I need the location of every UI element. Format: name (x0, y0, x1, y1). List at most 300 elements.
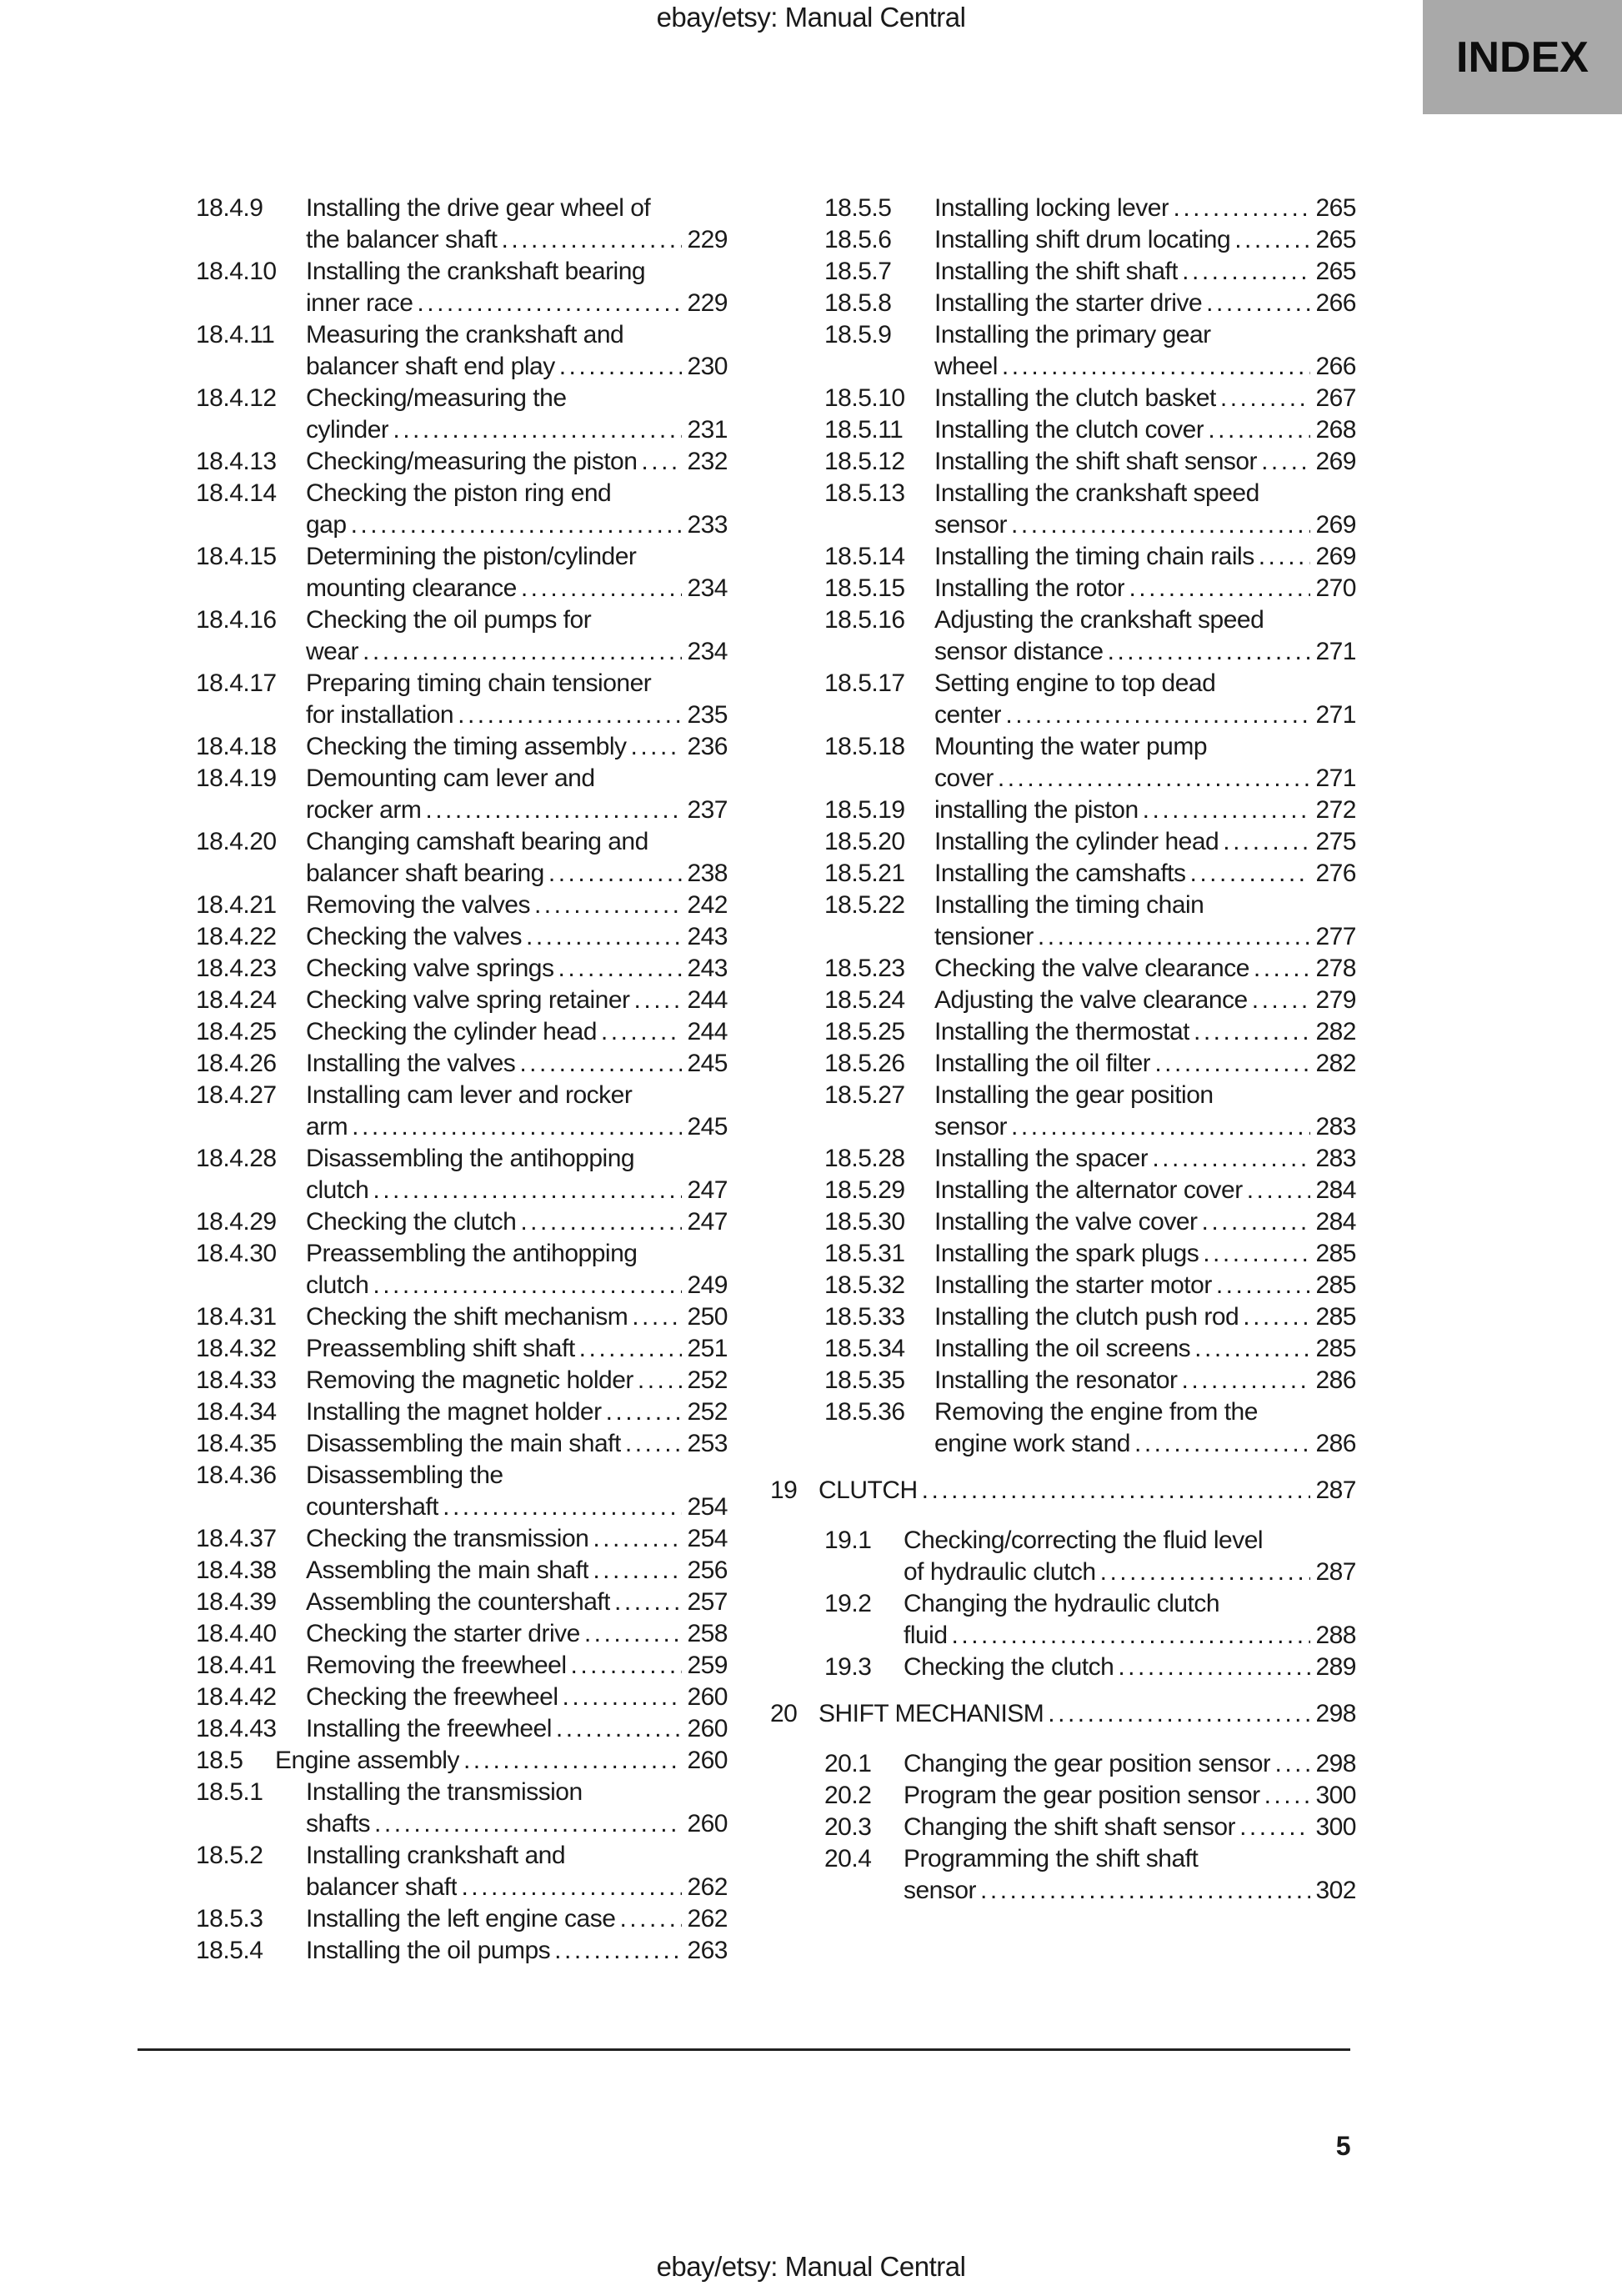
toc-entry-page: 256 (687, 1557, 728, 1584)
toc-entry-page: 250 (687, 1303, 728, 1331)
toc-entry (770, 1588, 1356, 1652)
toc-entry-page: 288 (1315, 1622, 1356, 1649)
toc-entry-number: 18.4.30 (196, 1240, 277, 1267)
toc-entry (142, 1650, 728, 1682)
toc-entry-lastline (904, 1557, 1356, 1588)
toc-entry (142, 1080, 728, 1143)
toc-entry-number: 20 (770, 1700, 798, 1727)
toc-entry-number: 18.5.36 (824, 1398, 905, 1426)
toc-entry-title: Changing the shift shaft sensor (904, 1813, 1236, 1841)
toc-entry-page: 247 (687, 1208, 728, 1236)
toc-entry-number: 18.5.34 (824, 1335, 905, 1362)
toc-entry-title: cylinder (306, 416, 389, 444)
toc-entry-number: 18.4.41 (196, 1652, 277, 1679)
toc-entry-number: 18.4.25 (196, 1018, 277, 1045)
toc-entry-number: 18.4.12 (196, 384, 277, 412)
toc-entry (142, 446, 728, 478)
toc-entry-number: 18.5.8 (824, 289, 892, 317)
toc-entry-page: 282 (1315, 1018, 1356, 1045)
toc-entry (770, 1301, 1356, 1333)
toc-entry-lastline (306, 1365, 728, 1396)
toc-entry (142, 1903, 728, 1935)
toc-entry-lastline (934, 224, 1356, 256)
toc-entry-number: 18.5 (196, 1747, 243, 1774)
toc-entry-body (306, 1903, 728, 1935)
toc-entry (142, 1396, 728, 1428)
toc-entry-number: 20.2 (824, 1782, 872, 1809)
toc-entry (142, 1333, 728, 1365)
toc-entry (770, 573, 1356, 604)
toc-entry-body (934, 446, 1356, 478)
toc-entry-lastline (306, 1523, 728, 1555)
toc-entry-title: Installing the spark plugs (934, 1240, 1199, 1267)
toc-entry-lastline (934, 509, 1356, 541)
toc-entry-body (306, 985, 728, 1016)
toc-entry-lastline (934, 193, 1356, 224)
toc-entry-page: 243 (687, 923, 728, 950)
toc-entry-number: 18.5.27 (824, 1081, 905, 1109)
toc-entry-title: Assembling the main shaft (306, 1557, 589, 1584)
toc-entry-body (934, 985, 1356, 1016)
toc-entry (142, 319, 728, 383)
toc-entry-number: 18.4.28 (196, 1145, 277, 1172)
toc-entry-number: 18.5.7 (824, 258, 892, 285)
dot-leader (1203, 1238, 1310, 1270)
toc-entry-title: sensor (934, 1113, 1008, 1140)
toc-entry-number: 18.5.24 (824, 986, 905, 1014)
dot-leader (463, 1745, 682, 1777)
toc-entry-body (934, 1206, 1356, 1238)
toc-entry-body (819, 1475, 1356, 1506)
toc-entry-body (306, 1460, 728, 1523)
toc-entry-page: 268 (1315, 416, 1356, 444)
dot-leader (1252, 985, 1311, 1016)
toc-entry-lastline (934, 921, 1356, 953)
toc-entry-lastline (934, 414, 1356, 446)
toc-entry-body (934, 193, 1356, 224)
toc-entry-number: 18.4.42 (196, 1683, 277, 1711)
dot-leader (1118, 1652, 1310, 1683)
toc-entry-body (934, 573, 1356, 604)
toc-entry-body (934, 953, 1356, 985)
toc-entry-page: 238 (687, 860, 728, 887)
toc-entry-page: 244 (687, 986, 728, 1014)
toc-entry-body (819, 1698, 1356, 1730)
toc-entry-number: 18.4.21 (196, 891, 277, 919)
toc-entry-body (934, 795, 1356, 826)
toc-entry (770, 1475, 1356, 1506)
toc-entry-lastline (904, 1652, 1356, 1683)
toc-entry-page: 247 (687, 1176, 728, 1204)
toc-entry-number: 18.4.33 (196, 1366, 277, 1394)
toc-entry-lastline (934, 699, 1356, 731)
toc-entry-title: mounting clearance (306, 574, 517, 602)
toc-entry-number: 18.5.18 (824, 733, 905, 760)
toc-entry-body (306, 668, 728, 731)
toc-entry-number: 18.5.25 (824, 1018, 905, 1045)
dot-leader (1038, 921, 1311, 953)
dot-leader (593, 1523, 682, 1555)
toc-entry-page: 252 (687, 1366, 728, 1394)
toc-entry (142, 890, 728, 921)
toc-entry-line: Installing the primary gear (934, 321, 1211, 348)
toc-entry-number: 18.5.2 (196, 1842, 263, 1869)
dot-leader (373, 1175, 682, 1206)
toc-entry (770, 541, 1356, 573)
toc-entry-body (306, 1650, 728, 1682)
toc-entry (142, 1745, 728, 1777)
toc-entry-title: fluid (904, 1622, 948, 1649)
toc-entry-number: 18.4.34 (196, 1398, 277, 1426)
toc-entry (770, 731, 1356, 795)
toc-entry-number: 18.5.35 (824, 1366, 905, 1394)
toc-entry-page: 229 (687, 289, 728, 317)
toc-entry (142, 383, 728, 446)
toc-entry-body (306, 731, 728, 763)
toc-entry-title: shafts (306, 1810, 371, 1837)
toc-entry-page: 286 (1315, 1366, 1356, 1394)
toc-entry (142, 541, 728, 604)
page-number: 5 (1335, 2131, 1350, 2161)
toc-entry-line: Demounting cam lever and (306, 764, 595, 792)
dot-leader (373, 1270, 682, 1301)
toc-entry-number: 18.4.11 (196, 321, 275, 348)
toc-entry-page: 229 (687, 226, 728, 253)
toc-entry-number: 18.5.29 (824, 1176, 905, 1204)
toc-entry-title: Installing shift drum locating (934, 226, 1231, 253)
toc-entry-page: 244 (687, 1018, 728, 1045)
toc-entry-title: Adjusting the valve clearance (934, 986, 1248, 1014)
toc-entry-page: 234 (687, 574, 728, 602)
toc-entry-lastline (306, 890, 728, 921)
toc-entry-number: 18.4.39 (196, 1588, 277, 1616)
toc-entry-number: 19.1 (824, 1526, 872, 1554)
toc-entry-page: 234 (687, 638, 728, 665)
toc-entry-title: Installing the resonator (934, 1366, 1178, 1394)
toc-entry-body (306, 1048, 728, 1080)
toc-entry-number: 18.4.17 (196, 669, 277, 697)
toc-entry-page: 285 (1315, 1335, 1356, 1362)
toc-entry-page: 260 (687, 1683, 728, 1711)
toc-entry-line: Installing the crankshaft speed (934, 479, 1259, 507)
toc-entry (142, 985, 728, 1016)
toc-entry-lastline (934, 288, 1356, 319)
dot-leader (952, 1620, 1311, 1652)
toc-entry-line: Checking/correcting the fluid level (904, 1526, 1264, 1554)
toc-entry-number: 18.5.3 (196, 1905, 263, 1933)
toc-entry-title: of hydraulic clutch (904, 1558, 1096, 1586)
toc-entry (770, 414, 1356, 446)
dot-leader (554, 1935, 682, 1967)
toc-entry (770, 1080, 1356, 1143)
toc-entry-line: Programming the shift shaft (904, 1845, 1199, 1872)
toc-entry-page: 300 (1315, 1813, 1356, 1841)
toc-entry-title: balancer shaft (306, 1873, 458, 1901)
toc-entry-title: Checking the timing assembly (306, 733, 627, 760)
toc-entry (770, 1843, 1356, 1907)
toc-entry-page: 259 (687, 1652, 728, 1679)
toc-entry (770, 858, 1356, 890)
toc-entry-body (934, 1301, 1356, 1333)
toc-entry (142, 478, 728, 541)
toc-entry-page: 252 (687, 1398, 728, 1426)
dot-leader (1002, 351, 1311, 383)
toc-entry-lastline (904, 1748, 1356, 1780)
toc-entry-title: countershaft (306, 1493, 439, 1521)
dot-leader (458, 699, 682, 731)
toc-entry-title: for installation (306, 701, 454, 729)
dot-leader (352, 1111, 682, 1143)
toc-entry (770, 1206, 1356, 1238)
toc-entry-lastline (306, 985, 728, 1016)
toc-entry-title: CLUTCH (819, 1476, 918, 1504)
toc-entry-body (904, 1843, 1356, 1907)
toc-entry (770, 1396, 1356, 1460)
toc-entry (142, 1713, 728, 1745)
toc-entry (770, 668, 1356, 731)
toc-entry-body (934, 858, 1356, 890)
toc-entry-number: 18.4.43 (196, 1715, 277, 1742)
dot-leader (1239, 1812, 1310, 1843)
dot-leader (631, 731, 683, 763)
toc-entry-line: Installing the crankshaft bearing (306, 258, 646, 285)
toc-entry-line: Mounting the water pump (934, 733, 1208, 760)
toc-entry-lastline (934, 826, 1356, 858)
toc-entry-line: Installing the timing chain (934, 891, 1204, 919)
toc-entry-page: 237 (687, 796, 728, 824)
dot-leader (520, 1206, 682, 1238)
toc-entry-title: Engine assembly (275, 1747, 459, 1774)
toc-entry-body (306, 1523, 728, 1555)
toc-entry (142, 1206, 728, 1238)
toc-entry-title: Installing the starter drive (934, 289, 1203, 317)
toc-entry-page: 302 (1315, 1877, 1356, 1904)
toc-entry (770, 1365, 1356, 1396)
toc-entry-title: tensioner (934, 923, 1034, 950)
toc-entry-lastline (934, 1175, 1356, 1206)
toc-entry-page: 251 (687, 1335, 728, 1362)
toc-entry-number: 18.4.19 (196, 764, 277, 792)
toc-entry (142, 1016, 728, 1048)
dot-leader (1206, 288, 1310, 319)
toc-entry-page: 298 (1315, 1700, 1356, 1727)
toc-entry-lastline (934, 1238, 1356, 1270)
toc-entry-body (934, 319, 1356, 383)
dot-leader (584, 1618, 683, 1650)
toc-entry (142, 953, 728, 985)
toc-entry (142, 668, 728, 731)
dot-leader (363, 636, 682, 668)
toc-entry-line: Checking/measuring the (306, 384, 567, 412)
toc-entry-page: 300 (1315, 1782, 1356, 1809)
toc-entry (142, 1682, 728, 1713)
toc-entry (770, 446, 1356, 478)
toc-entry-page: 265 (1315, 194, 1356, 222)
toc-entry-number: 18.4.10 (196, 258, 277, 285)
toc-entry-body (306, 1238, 728, 1301)
toc-entry-body (306, 256, 728, 319)
toc-entry-title: Installing the oil filter (934, 1050, 1151, 1077)
toc-entry-title: wear (306, 638, 359, 665)
toc-entry-lastline (306, 1428, 728, 1460)
toc-entry-title: engine work stand (934, 1430, 1130, 1457)
toc-entry-lastline (904, 1812, 1356, 1843)
dot-leader (1143, 795, 1311, 826)
toc-entry (142, 826, 728, 890)
toc-entry-lastline (306, 414, 728, 446)
toc-entry-page: 245 (687, 1113, 728, 1140)
toc-entry (770, 288, 1356, 319)
toc-entry-body (306, 1396, 728, 1428)
toc-entry-number: 18.5.11 (824, 416, 904, 444)
dot-leader (502, 224, 683, 256)
toc-entry-number: 18.4.22 (196, 923, 277, 950)
toc-entry-body (306, 1587, 728, 1618)
toc-entry-title: installing the piston (934, 796, 1139, 824)
toc-entry-title: Installing the clutch push rod (934, 1303, 1239, 1331)
toc-entry-number: 18.5.22 (824, 891, 905, 919)
toc-entry-body (306, 1016, 728, 1048)
dot-leader (1220, 383, 1311, 414)
toc-entry-body (934, 1048, 1356, 1080)
toc-entry (142, 921, 728, 953)
dot-leader (556, 1713, 683, 1745)
toc-entry-number: 18.4.38 (196, 1557, 277, 1584)
toc-entry-title: Checking the starter drive (306, 1620, 580, 1647)
toc-entry-page: 263 (687, 1937, 728, 1964)
toc-entry (142, 1143, 728, 1206)
toc-entry (142, 731, 728, 763)
toc-entry-title: Installing locking lever (934, 194, 1169, 222)
toc-entry-body (306, 1365, 728, 1396)
toc-entry-page: 266 (1315, 353, 1356, 380)
toc-entry-page: 267 (1315, 384, 1356, 412)
toc-entry-page: 260 (687, 1715, 728, 1742)
toc-entry-body (934, 414, 1356, 446)
toc-entry-page: 235 (687, 701, 728, 729)
toc-entry-title: sensor (904, 1877, 977, 1904)
toc-entry-number: 18.4.9 (196, 194, 263, 222)
toc-entry-number: 18.5.4 (196, 1937, 263, 1964)
toc-entry-title: Checking valve springs (306, 955, 554, 982)
toc-entry (142, 1428, 728, 1460)
dot-leader (579, 1333, 683, 1365)
toc-entry-number: 18.4.24 (196, 986, 277, 1014)
dot-leader (1202, 1206, 1311, 1238)
toc-entry-title: Checking the cylinder head (306, 1018, 597, 1045)
toc-entry-number: 18.4.18 (196, 733, 277, 760)
toc-entry (770, 1048, 1356, 1080)
toc-entry-page: 285 (1315, 1240, 1356, 1267)
toc-entry-lastline (934, 1048, 1356, 1080)
dot-leader (1223, 826, 1310, 858)
dot-leader (526, 921, 682, 953)
toc-entry (142, 256, 728, 319)
toc-entry-title: arm (306, 1113, 348, 1140)
toc-entry-title: Preassembling shift shaft (306, 1335, 575, 1362)
dot-leader (417, 288, 682, 319)
toc-entry-lastline (904, 1620, 1356, 1652)
dot-leader (1182, 1365, 1311, 1396)
toc-entry-page: 277 (1315, 923, 1356, 950)
toc-entry-body (306, 193, 728, 256)
toc-entry-lastline (934, 858, 1356, 890)
toc-entry-title: Checking the clutch (306, 1208, 517, 1236)
toc-entry-line: Measuring the crankshaft and (306, 321, 624, 348)
toc-entry-lastline (934, 1270, 1356, 1301)
toc-entry-body (934, 604, 1356, 668)
dot-leader (1254, 953, 1311, 985)
toc-entry-number: 19.3 (824, 1653, 872, 1681)
header-title: ebay/etsy: Manual Central (656, 2, 966, 33)
toc-entry (142, 1238, 728, 1301)
dot-leader (606, 1396, 683, 1428)
toc-entry-body (306, 1840, 728, 1903)
toc-entry (770, 1698, 1356, 1730)
toc-entry-title: Installing the freewheel (306, 1715, 552, 1742)
toc-entry-title: Checking the freewheel (306, 1683, 558, 1711)
toc-entry-lastline (934, 1365, 1356, 1396)
toc-entry-title: Checking/measuring the piston (306, 448, 638, 475)
toc-entry-title: Installing the oil pumps (306, 1937, 551, 1964)
toc-entry-body (306, 1143, 728, 1206)
dot-leader (638, 1365, 683, 1396)
dot-leader (1134, 1428, 1310, 1460)
toc-entry-title: Installing the valves (306, 1050, 516, 1077)
toc-entry (142, 1523, 728, 1555)
toc-entry-number: 18.4.40 (196, 1620, 277, 1647)
toc-entry (142, 1555, 728, 1587)
toc-entry-body (306, 1682, 728, 1713)
toc-entry (142, 1587, 728, 1618)
toc-entry-number: 18.5.12 (824, 448, 905, 475)
toc-entry-lastline (306, 1333, 728, 1365)
toc-entry-number: 18.5.28 (824, 1145, 905, 1172)
toc-entry-lastline (934, 1301, 1356, 1333)
dot-leader (632, 1301, 682, 1333)
toc-entry-title: Installing the alternator cover (934, 1176, 1243, 1204)
toc-entry-lastline (306, 1935, 728, 1967)
toc-entry-lastline (306, 731, 728, 763)
toc-entry-title: SHIFT MECHANISM (819, 1700, 1044, 1727)
dot-leader (548, 858, 683, 890)
toc-entry-title: Checking the transmission (306, 1525, 589, 1552)
toc-entry-lastline (306, 509, 728, 541)
toc-entry-lastline (306, 1682, 728, 1713)
toc-entry-title: Installing the starter motor (934, 1271, 1212, 1299)
toc-entry-line: Installing the transmission (306, 1778, 583, 1806)
toc-entry-number: 18.5.30 (824, 1208, 905, 1236)
dot-leader (1011, 1111, 1310, 1143)
toc-entry-number: 18.4.15 (196, 543, 277, 570)
toc-entry-page: 298 (1315, 1750, 1356, 1777)
dot-leader (1152, 1143, 1310, 1175)
dot-leader (443, 1491, 682, 1523)
dot-leader (1264, 1780, 1311, 1812)
toc-entry-page: 230 (687, 353, 728, 380)
toc-entry-title: balancer shaft bearing (306, 860, 544, 887)
toc-entry-page: 276 (1315, 860, 1356, 887)
toc-entry-page: 282 (1315, 1050, 1356, 1077)
toc-entry (142, 604, 728, 668)
toc-entry-body (306, 826, 728, 890)
toc-entry-line: Preassembling the antihopping (306, 1240, 638, 1267)
toc-entry-number: 18.4.29 (196, 1208, 277, 1236)
toc-entry (142, 1777, 728, 1840)
toc-entry-lastline (306, 1491, 728, 1523)
toc-entry-title: Removing the magnetic holder (306, 1366, 633, 1394)
toc-entry-page: 287 (1315, 1558, 1356, 1586)
